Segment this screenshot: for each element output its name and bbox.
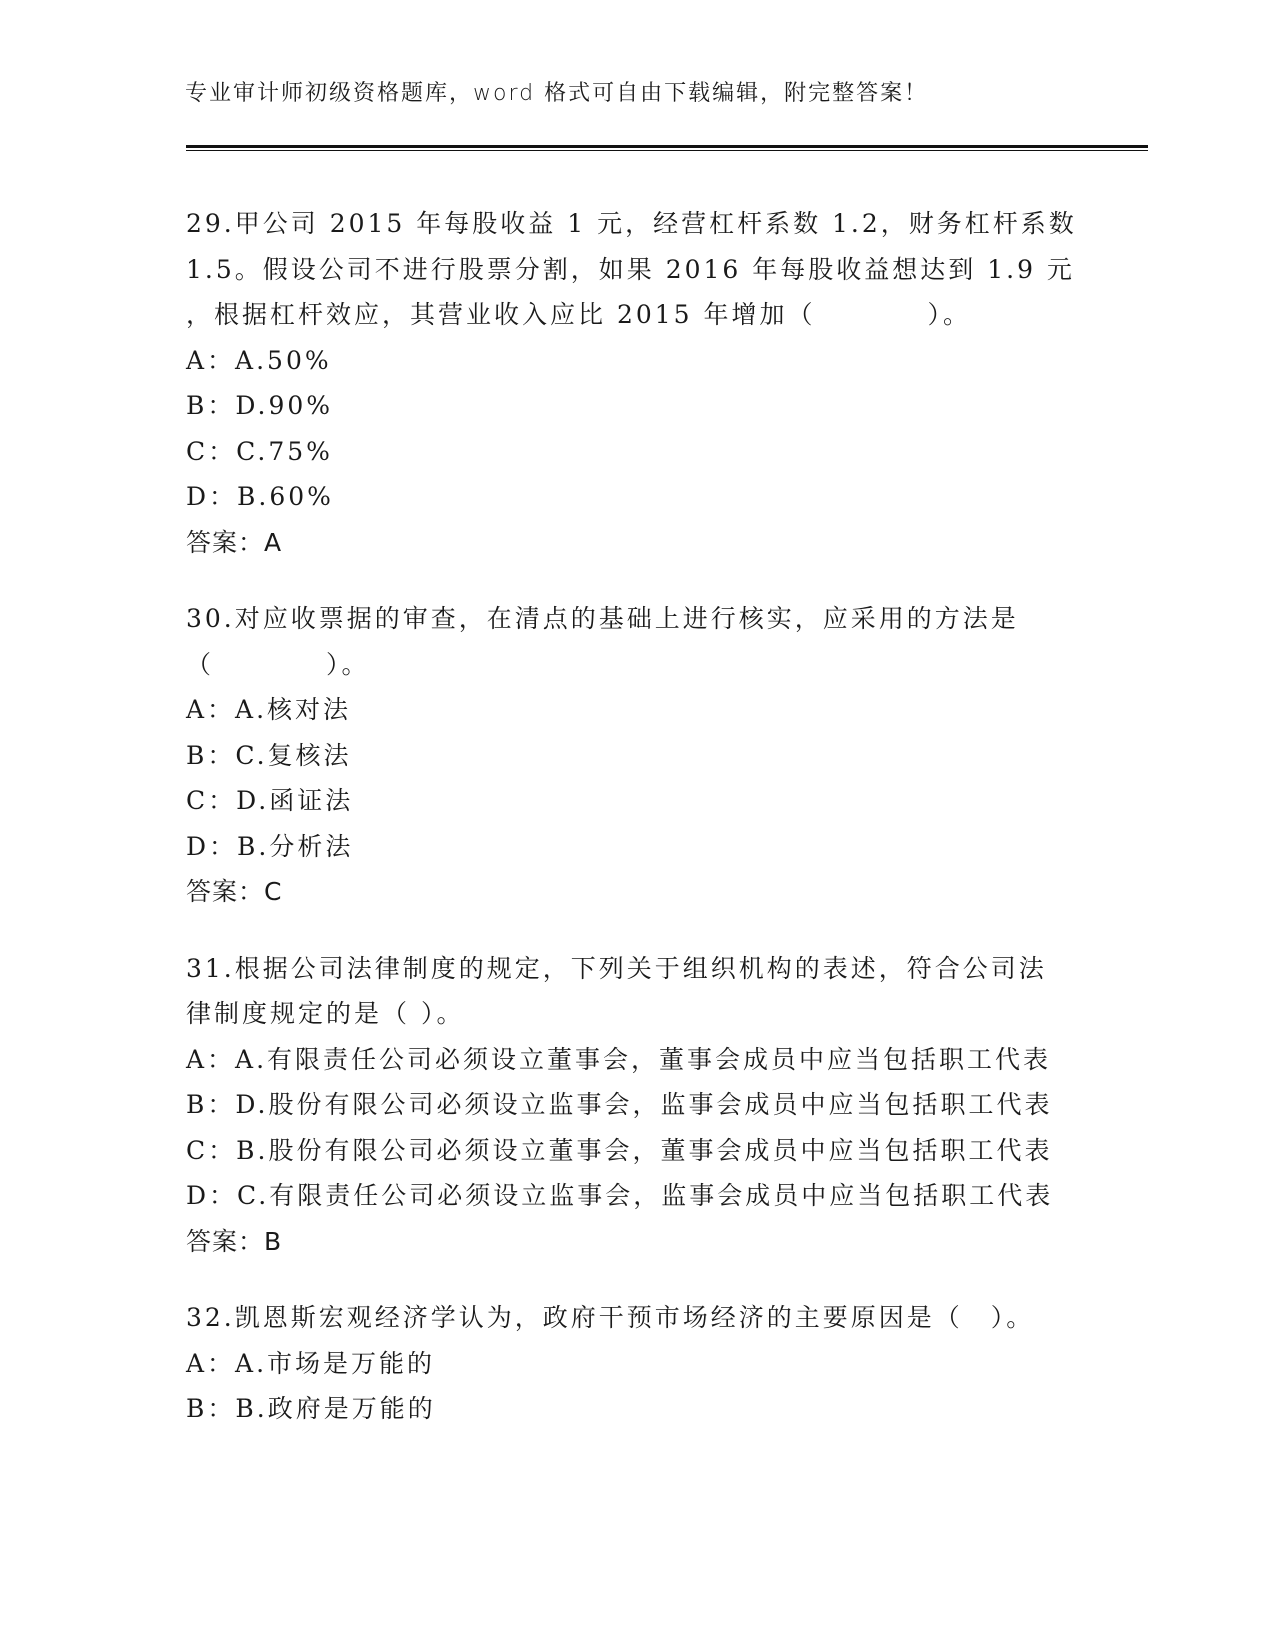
option-a: A：A.市场是万能的 xyxy=(186,1348,436,1378)
option-a: A：A.50% xyxy=(186,345,332,375)
option-b: B：D.股份有限公司必须设立监事会，监事会成员中应当包括职工代表 xyxy=(186,1090,1053,1119)
question-stem-line: 31.根据公司法律制度的规定，下列关于组织机构的表述，符合公司法 xyxy=(186,953,1047,983)
question-stem-line: 32.凯恩斯宏观经济学认为，政府干预市场经济的主要原因是（ ）。 xyxy=(186,1303,1035,1332)
option-c: C：B.股份有限公司必须设立董事会，董事会成员中应当包括职工代表 xyxy=(186,1135,1053,1165)
option-b: B：B.政府是万能的 xyxy=(186,1394,436,1423)
question-stem-line: 律制度规定的是（ ）。 xyxy=(186,999,465,1028)
option-d: D：B.60% xyxy=(186,482,334,511)
option-d: D：B.分析法 xyxy=(186,831,354,861)
question-list xyxy=(186,201,1086,1463)
answer-line: 答案：A xyxy=(186,527,283,557)
option-a: A：A.有限责任公司必须设立董事会，董事会成员中应当包括职工代表 xyxy=(186,1044,1052,1074)
question-30 xyxy=(186,596,1086,915)
question-31 xyxy=(186,946,1086,1265)
option-a: A：A.核对法 xyxy=(186,695,352,724)
option-c: C：D.函证法 xyxy=(186,786,354,815)
question-stem-line: 30.对应收票据的审查，在清点的基础上进行核实，应采用的方法是 xyxy=(186,604,1019,633)
question-stem-line: ，根据杠杆效应，其营业收入应比 2015 年增加（ ）。 xyxy=(186,300,972,329)
question-stem-line: 29.甲公司 2015 年每股收益 1 元，经营杠杆系数 1.2，财务杠杆系数 xyxy=(186,209,1077,238)
answer-line: 答案：C xyxy=(186,877,283,906)
question-stem-line: 1.5。假设公司不进行股票分割，如果 2016 年每股收益想达到 1.9 元 xyxy=(186,254,1075,284)
answer-line: 答案：B xyxy=(186,1226,283,1256)
question-stem-line: （ ）。 xyxy=(186,649,370,679)
header-divider-thick xyxy=(186,145,1148,148)
option-b: B：C.复核法 xyxy=(186,740,352,770)
question-29 xyxy=(186,201,1086,565)
page-header-title: 专业审计师初级资格题库，word 格式可自由下载编辑，附完整答案！ xyxy=(185,81,929,106)
option-d: D：C.有限责任公司必须设立监事会，监事会成员中应当包括职工代表 xyxy=(186,1181,1054,1210)
option-c: C：C.75% xyxy=(186,436,333,466)
question-32 xyxy=(186,1295,1086,1432)
option-b: B：D.90% xyxy=(186,391,334,420)
header-divider-thin xyxy=(186,150,1148,151)
